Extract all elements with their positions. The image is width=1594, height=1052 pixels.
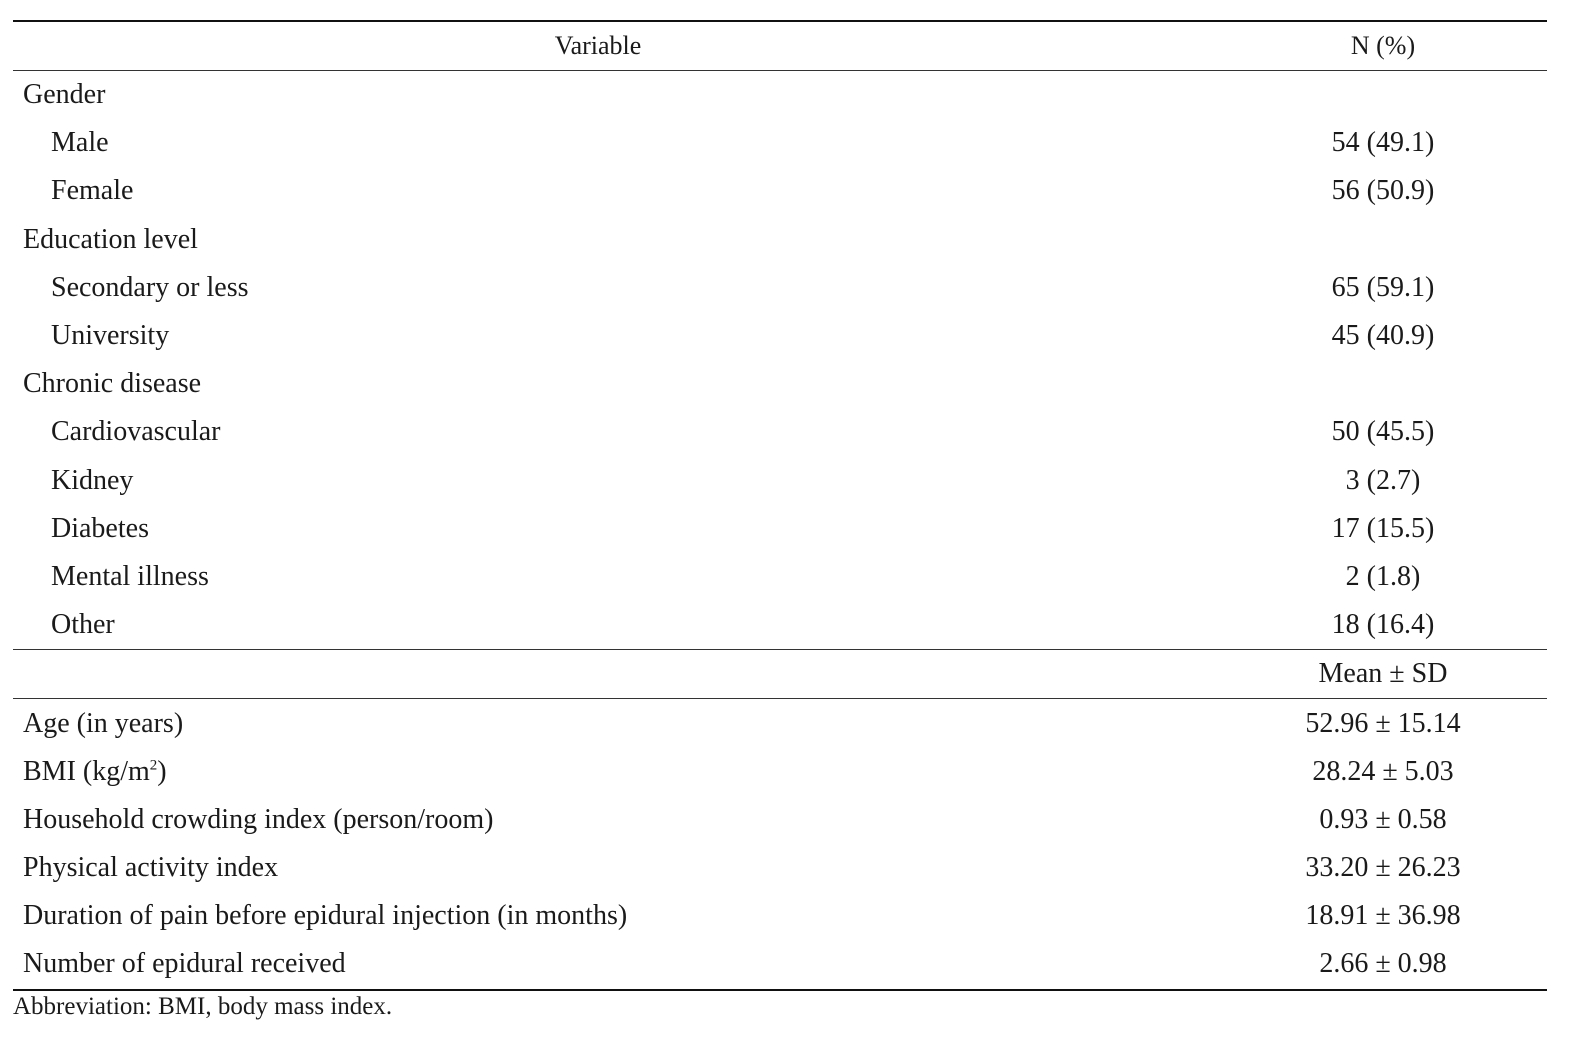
variable-label: Kidney: [51, 464, 134, 496]
table-row: [13, 844, 1547, 892]
table-row: [13, 553, 1547, 601]
group-label: Gender: [23, 79, 106, 111]
variable-label: Secondary or less: [51, 271, 249, 303]
characteristics-table: [13, 20, 1547, 991]
table-row: [13, 457, 1547, 505]
n-percent-value: [1213, 216, 1547, 264]
variable-label: Number of epidural received: [23, 948, 346, 980]
variable-label: Duration of pain before epidural injection (in months): [23, 900, 628, 932]
mean-sd-header-blank: [13, 650, 1213, 699]
header-mean-sd: Mean ± SD: [1318, 658, 1448, 690]
variable-label: [13, 748, 1213, 796]
table-footnote: Abbreviation: BMI, body mass index.: [13, 993, 393, 1020]
variable-label: Other: [51, 609, 115, 641]
group-label: Education level: [23, 223, 198, 255]
mean-sd-value: 0.93 ± 0.58: [1319, 803, 1447, 835]
categorical-section: [13, 71, 1547, 650]
variable-label: Cardiovascular: [51, 416, 221, 448]
continuous-section: [13, 699, 1547, 990]
n-percent-value: 65 (59.1): [1331, 271, 1435, 303]
variable-label: Male: [51, 127, 109, 159]
n-percent-value: 45 (40.9): [1331, 320, 1435, 352]
variable-label: Mental illness: [51, 560, 209, 592]
variable-label: Physical activity index: [23, 852, 279, 884]
n-percent-value: 56 (50.9): [1331, 175, 1435, 207]
group-row: [13, 360, 1547, 408]
table-row: [13, 892, 1547, 940]
table-row: [13, 408, 1547, 456]
table-row: [13, 699, 1547, 748]
n-percent-value: 2 (1.8): [1345, 560, 1421, 592]
header-n-percent: N (%): [1350, 31, 1416, 60]
group-label: Chronic disease: [23, 368, 202, 400]
table-row: [13, 796, 1547, 844]
group-row: [13, 71, 1547, 120]
mean-sd-value: 33.20 ± 26.23: [1305, 852, 1461, 884]
variable-label: Female: [51, 175, 134, 207]
variable-label: Age (in years): [23, 707, 184, 739]
mean-sd-value: 18.91 ± 36.98: [1305, 900, 1461, 932]
variable-label-text: BMI (kg/m: [23, 755, 150, 787]
mean-sd-value: 2.66 ± 0.98: [1319, 948, 1447, 980]
n-percent-value: [1213, 360, 1547, 408]
table-row: [13, 167, 1547, 215]
mean-sd-header-row: [13, 650, 1547, 699]
variable-label: Diabetes: [51, 512, 149, 544]
superscript: 2: [149, 757, 158, 774]
table-row: [13, 748, 1547, 796]
characteristics-table-container: [13, 20, 1547, 991]
mean-sd-value: 28.24 ± 5.03: [1312, 755, 1454, 787]
table-row: [13, 119, 1547, 167]
n-percent-value: 3 (2.7): [1345, 464, 1421, 496]
table-row: [13, 264, 1547, 312]
n-percent-value: 54 (49.1): [1331, 127, 1435, 159]
table-header-row: [13, 21, 1547, 71]
group-row: [13, 216, 1547, 264]
variable-label-suffix: ): [157, 755, 167, 787]
header-variable: Variable: [554, 31, 642, 60]
table-row: [13, 940, 1547, 989]
table-row: [13, 601, 1547, 650]
variable-label: Household crowding index (person/room): [23, 803, 494, 835]
table-row: [13, 312, 1547, 360]
n-percent-value: [1213, 71, 1547, 120]
variable-label: University: [51, 320, 170, 352]
n-percent-value: 50 (45.5): [1331, 416, 1435, 448]
n-percent-value: 18 (16.4): [1331, 609, 1435, 641]
mean-sd-value: 52.96 ± 15.14: [1305, 707, 1461, 739]
n-percent-value: 17 (15.5): [1331, 512, 1435, 544]
table-row: [13, 505, 1547, 553]
